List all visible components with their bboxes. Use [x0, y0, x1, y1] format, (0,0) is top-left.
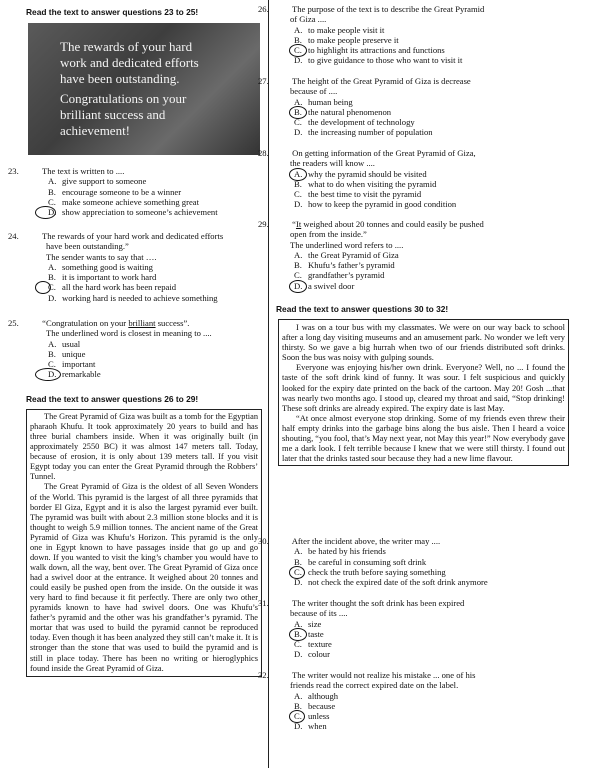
banner-line: The rewards of your hard: [60, 39, 193, 54]
option-b[interactable]: B. to make people preserve it: [294, 34, 399, 45]
option-a[interactable]: A. give support to someone: [48, 176, 147, 187]
option-c[interactable]: C. make someone achieve something great: [48, 196, 199, 207]
banner-line: work and dedicated efforts: [60, 55, 199, 70]
option-b[interactable]: B. Khufu’s father’s pyramid: [294, 260, 395, 271]
question-26: 26. The purpose of the text is to describe the Great Pyramid of Giza .... A. to make people visit it B. to make people preserve it C. to highlight its attractions and functions D. to give guidance to those who want to visit it: [276, 4, 568, 66]
question-29: 29. “It weighed about 20 tonnes and could easily be pushed open from the inside.” The underlined word refers to .... A. the Great Pyramid of Giza B. Khufu’s father’s pyramid C. grandfather’s pyramid D. a swivel door: [276, 219, 568, 291]
option-d[interactable]: D. how to keep the pyramid in good condition: [294, 199, 457, 210]
option-d[interactable]: D. remarkable: [26, 369, 262, 379]
option-b[interactable]: B. encourage someone to be a winner: [48, 186, 182, 197]
option-d[interactable]: D. not check the expired date of the soft drink anymore: [294, 577, 488, 588]
option-c[interactable]: C. the best time to visit the pyramid: [294, 189, 422, 200]
question-28: 28. On getting information of the Great Pyramid of Giza, the readers will know .... A. why the pyramid should be visited B. what to do when visiting the pyramid C. the best time to visit the pyramid D. how to keep the pyramid in good condition: [276, 148, 568, 210]
passage-paragraph: The Great Pyramid of Giza was built as a tomb for the Egyptian pharaoh Khufu. It took approximately 20 years to build and has three burial chambers inside. When it was originally built (in approximately 2550 BC) it was almost 147 meters tall. Today, because of erosion, it is only about 139 meters tall. If you visit Egypt today you can enter the Great Pyramid through the Robbers’ Tunnel.: [30, 412, 258, 482]
option-b[interactable]: B. unique: [48, 348, 86, 359]
option-b[interactable]: B. the natural phenomenon: [276, 107, 568, 117]
question-23: 23. The text is written to .... A. give support to someone B. encourage someone to be a winner C. make someone achieve something great D. show appreciation to someone’s achievement: [26, 166, 262, 217]
passage-tour-bus: [278, 319, 569, 466]
option-b[interactable]: B. it is important to work hard: [48, 272, 157, 283]
option-d[interactable]: D. show appreciation to someone’s achievement: [26, 207, 262, 217]
question-24: 24. The rewards of your hard work and dedicated efforts have been outstanding.” The sender wants to say that …. A. something good is waiting B. it is important to work hard C. all the hard work has been repaid D. working hard is needed to achieve something: [26, 231, 262, 303]
option-a[interactable]: A. usual: [48, 338, 81, 349]
option-c[interactable]: C. unless: [276, 711, 568, 721]
option-a[interactable]: A. although: [294, 690, 339, 701]
answer-circle: [289, 280, 307, 293]
question-27: 27. The height of the Great Pyramid of Giza is decrease because of .... A. human being B. the natural phenomenon C. the development of technology D. the increasing number of population: [276, 76, 568, 138]
congratulations-card-image: [28, 23, 260, 155]
option-c[interactable]: C. grandfather’s pyramid: [294, 270, 385, 281]
option-d[interactable]: D. colour: [294, 649, 330, 660]
option-a[interactable]: A. size: [294, 618, 322, 629]
option-c[interactable]: C. texture: [294, 639, 332, 650]
option-d[interactable]: D. working hard is needed to achieve something: [48, 292, 218, 303]
passage-paragraph: Everyone was enjoying his/her own drink. Everyone? Well, no ... I found the taste of the soft drink kind of funny. It was sour. I felt suspicious and quickly looked for the expiry date printed on the back of the cartoon. May 20! Gosh ...that was nearly two months ago. I stood up, cleared my throat and said, “Stop drinking! These soft drinks are already expired. The expiry date is last May.: [282, 362, 565, 413]
option-c[interactable]: C. check the truth before saying something: [276, 567, 568, 577]
option-b[interactable]: B. taste: [276, 629, 568, 639]
passage-paragraph: “At once almost everyone stop drinking. Some of my friends even threw their half empty drinks into the garbage bins along the bus aisle. Then I heard a voice shouting, “you fool, that’s May next year, not May this year!” Now everybody gave me a dark look. I felt terrible because I knew that we were still thirsty. I found out later that the drinks tasted sour because they had a new lime flavour.: [282, 412, 565, 464]
option-d[interactable]: D. the increasing number of population: [294, 127, 433, 138]
underlined-word: It: [295, 219, 302, 229]
option-b[interactable]: B. because: [294, 700, 336, 711]
option-d[interactable]: D. to give guidance to those who want to visit it: [294, 55, 463, 66]
option-d[interactable]: D. a swivel door: [276, 281, 568, 291]
question-30: 30. After the incident above, the writer may .... A. be hated by his friends B. be careful in consuming soft drink C. check the truth before saying something D. not check the expired date of the soft drink anymore: [276, 536, 568, 587]
option-b[interactable]: B. be careful in consuming soft drink: [294, 556, 427, 567]
section-heading-30-32: Read the text to answer questions 30 to 32!: [276, 304, 449, 314]
question-25: 25. “Congratulation on your brilliant success”. The underlined word is closest in meaning to .... A. usual B. unique C. important D. remarkable: [26, 318, 262, 380]
passage-paragraph: I was on a tour bus with my classmates. We were on our way back to school after a long day visiting museums and an amusement park. No wonder we left very thirsty. So we gave a big hurrah when two of our friends distributed soft drinks. Soon the bus was noisy with gulping sounds.: [282, 322, 565, 363]
banner-line: have been outstanding.: [60, 71, 180, 86]
underlined-word: brilliant: [128, 318, 156, 328]
option-a[interactable]: A. why the pyramid should be visited: [276, 169, 568, 179]
passage-paragraph: The Great Pyramid of Giza is the oldest of all Seven Wonders of the World. This pyramid is the largest of all three pyramids that border El Giza, Egypt and it is also the largest pyramid ever built. The pyramid was built with about 2.3 million stone blocks and it is thought to weigh 5.9 million tonnes. The ancient name of the Great Pyramid of Giza was Khufu’s Horizon. This pyramid is the only one in Egypt known to have passages inside that go up and go down. If you wanted to visit the king’s chamber you would have to walk down, all the way, bent over. The Great Pyramid of Giza once had a swivel door at the entrance. It weighed about 20 tonnes and could easily be pushed open from the inside. On the outside it was very hard to find because it fit perfectly. There are only two other pyramids known to have had swivel doors. One was Khufu’s father’s pyramid and the other was his grandfather’s pyramid. The mortar that was used to build the pyramid cannot be reproduced today. Even though it has been analyzed they still can’t make it. It is stronger than the stone that was used to build the pyramid and is still in place today. There has been no writing or hieroglyphics found inside the Great Pyramid of Giza.: [30, 482, 258, 673]
option-a[interactable]: A. the Great Pyramid of Giza: [294, 249, 399, 260]
option-a[interactable]: A. be hated by his friends: [294, 546, 386, 557]
option-d[interactable]: D. when: [294, 721, 327, 732]
section-heading-26-29: Read the text to answer questions 26 to 29!: [26, 394, 199, 404]
option-a[interactable]: A. human being: [294, 96, 353, 107]
banner-line: achievement!: [60, 123, 131, 138]
option-a[interactable]: A. something good is waiting: [48, 261, 153, 272]
option-c[interactable]: C. to highlight its attractions and functions: [276, 45, 568, 55]
banner-line: Congratulations on your: [60, 91, 187, 106]
option-a[interactable]: A. to make people visit it: [294, 24, 385, 35]
section-heading-23-25: Read the text to answer questions 23 to 25!: [26, 7, 199, 17]
option-c[interactable]: C. important: [48, 359, 96, 370]
option-b[interactable]: B. what to do when visiting the pyramid: [294, 178, 437, 189]
question-31: 31. The writer thought the soft drink has been expired because of its .... A. size B. taste C. texture D. colour: [276, 598, 568, 660]
option-c[interactable]: C. the development of technology: [294, 117, 415, 128]
banner-line: brilliant success and: [60, 107, 166, 122]
column-divider: [268, 0, 269, 768]
question-32: 32. The writer would not realize his mistake ... one of his friends read the correct expired date on the label. A. although B. because C. unless D. when: [276, 670, 568, 732]
option-c[interactable]: C. all the hard work has been repaid: [26, 282, 262, 292]
passage-great-pyramid: [26, 409, 262, 677]
